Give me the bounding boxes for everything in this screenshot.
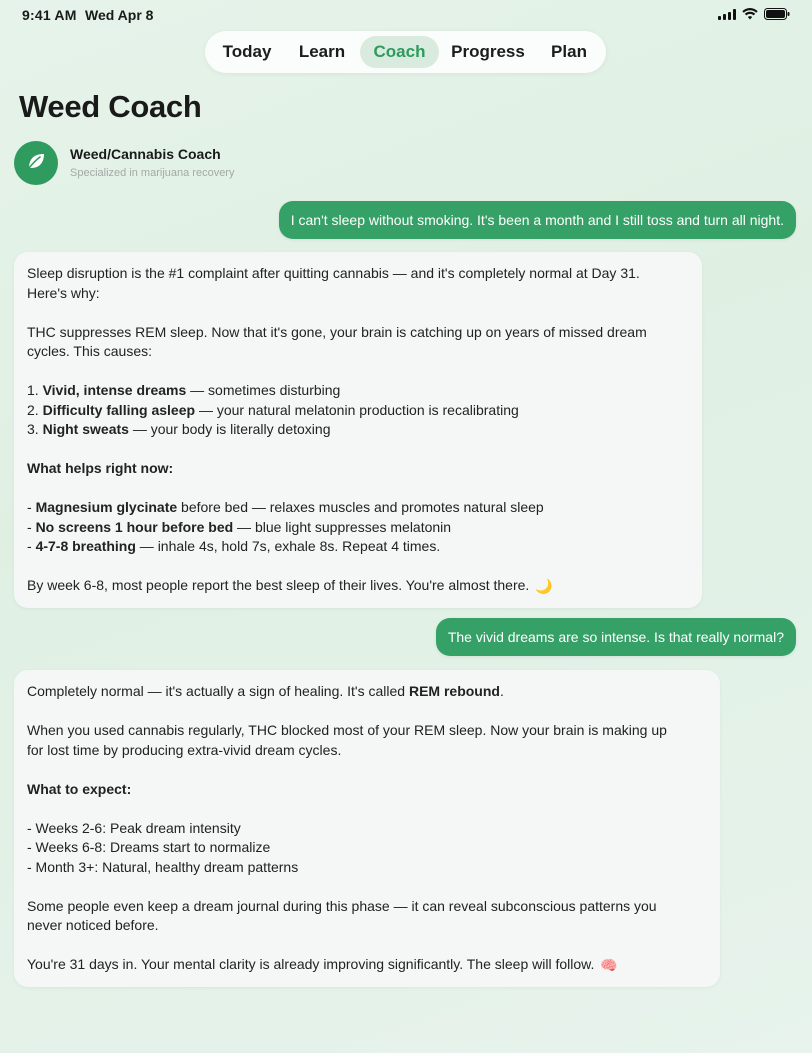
coach-message-bubble	[14, 252, 702, 608]
coach-header	[14, 141, 234, 185]
message-line: Completely normal — it's actually a sign of healing. It's called REM rebound.	[27, 683, 504, 699]
system-icons	[718, 8, 790, 20]
cellular-signal-icon	[718, 9, 736, 20]
tab-learn[interactable]: Learn	[298, 42, 346, 61]
user-message-text: I can't sleep without smoking. It's been a month and I still toss and turn all night.	[290, 212, 784, 228]
status-date: Wed Apr 8	[85, 7, 154, 23]
crescent-moon-icon: 🌙	[535, 577, 553, 594]
message-line: THC suppresses REM sleep. Now that it's gone, your brain is catching up on years of missed dream	[27, 323, 647, 340]
coach-avatar	[14, 141, 58, 185]
message-line: Some people even keep a dream journal during this phase — it can reveal subconscious patterns you	[27, 897, 657, 914]
bullet-list-item: - 4-7-8 breathing — inhale 4s, hold 7s, exhale 8s. Repeat 4 times.	[27, 538, 441, 554]
message-line: never noticed before.	[27, 917, 159, 933]
coach-message-bubble	[14, 670, 720, 987]
section-heading: What to expect:	[27, 780, 132, 797]
status-time: 9:41 AM	[22, 7, 77, 23]
page-title: Weed Coach	[19, 89, 202, 124]
message-line: for lost time by producing extra-vivid dream cycles.	[27, 741, 342, 758]
bullet-list-item: - No screens 1 hour before bed — blue light suppresses melatonin	[27, 518, 452, 535]
numbered-list-item: 3. Night sweats — your body is literally detoxing	[27, 421, 331, 437]
bullet-list-item: - Magnesium glycinate before bed — relaxes muscles and promotes natural sleep	[27, 499, 544, 515]
tab-today[interactable]: Today	[222, 42, 272, 61]
tab-progress[interactable]: Progress	[451, 42, 525, 61]
message-line: Sleep disruption is the #1 complaint after quitting cannabis — and it's completely normal at Day 31.	[27, 265, 640, 281]
coach-name: Weed/Cannabis Coach	[70, 145, 221, 162]
user-message-bubble	[279, 201, 796, 239]
tab-coach[interactable]: Coach	[360, 36, 439, 68]
status-bar	[0, 0, 812, 34]
battery-icon	[764, 8, 790, 20]
message-line: By week 6-8, most people report the best sleep of their lives. You're almost there. 🌙	[27, 576, 689, 596]
bullet-list-item: - Weeks 6-8: Dreams start to normalize	[27, 839, 271, 855]
section-heading: What helps right now:	[27, 460, 174, 476]
user-message-bubble	[436, 618, 796, 656]
wifi-icon	[742, 8, 758, 20]
bullet-list-item: - Month 3+: Natural, healthy dream patterns	[27, 858, 299, 875]
message-line: cycles. This causes:	[27, 343, 153, 359]
message-line: Here's why:	[27, 284, 100, 301]
top-nav-tabs	[205, 31, 606, 73]
user-message-text: The vivid dreams are so intense. Is that really normal?	[447, 629, 784, 645]
coach-subtitle: Specialized in marijuana recovery	[70, 166, 235, 179]
tab-plan[interactable]: Plan	[551, 42, 587, 61]
bullet-list-item: - Weeks 2-6: Peak dream intensity	[27, 819, 241, 836]
numbered-list-item: 2. Difficulty falling asleep — your natural melatonin production is recalibrating	[27, 401, 519, 418]
brain-icon: 🧠	[600, 956, 618, 973]
message-line: You're 31 days in. Your mental clarity is already improving significantly. The sleep will follow. 🧠	[27, 955, 707, 975]
message-line: When you used cannabis regularly, THC blocked most of your REM sleep. Now your brain is making up	[27, 722, 667, 738]
leaf-icon	[25, 150, 47, 177]
numbered-list-item: 1. Vivid, intense dreams — sometimes disturbing	[27, 382, 341, 398]
